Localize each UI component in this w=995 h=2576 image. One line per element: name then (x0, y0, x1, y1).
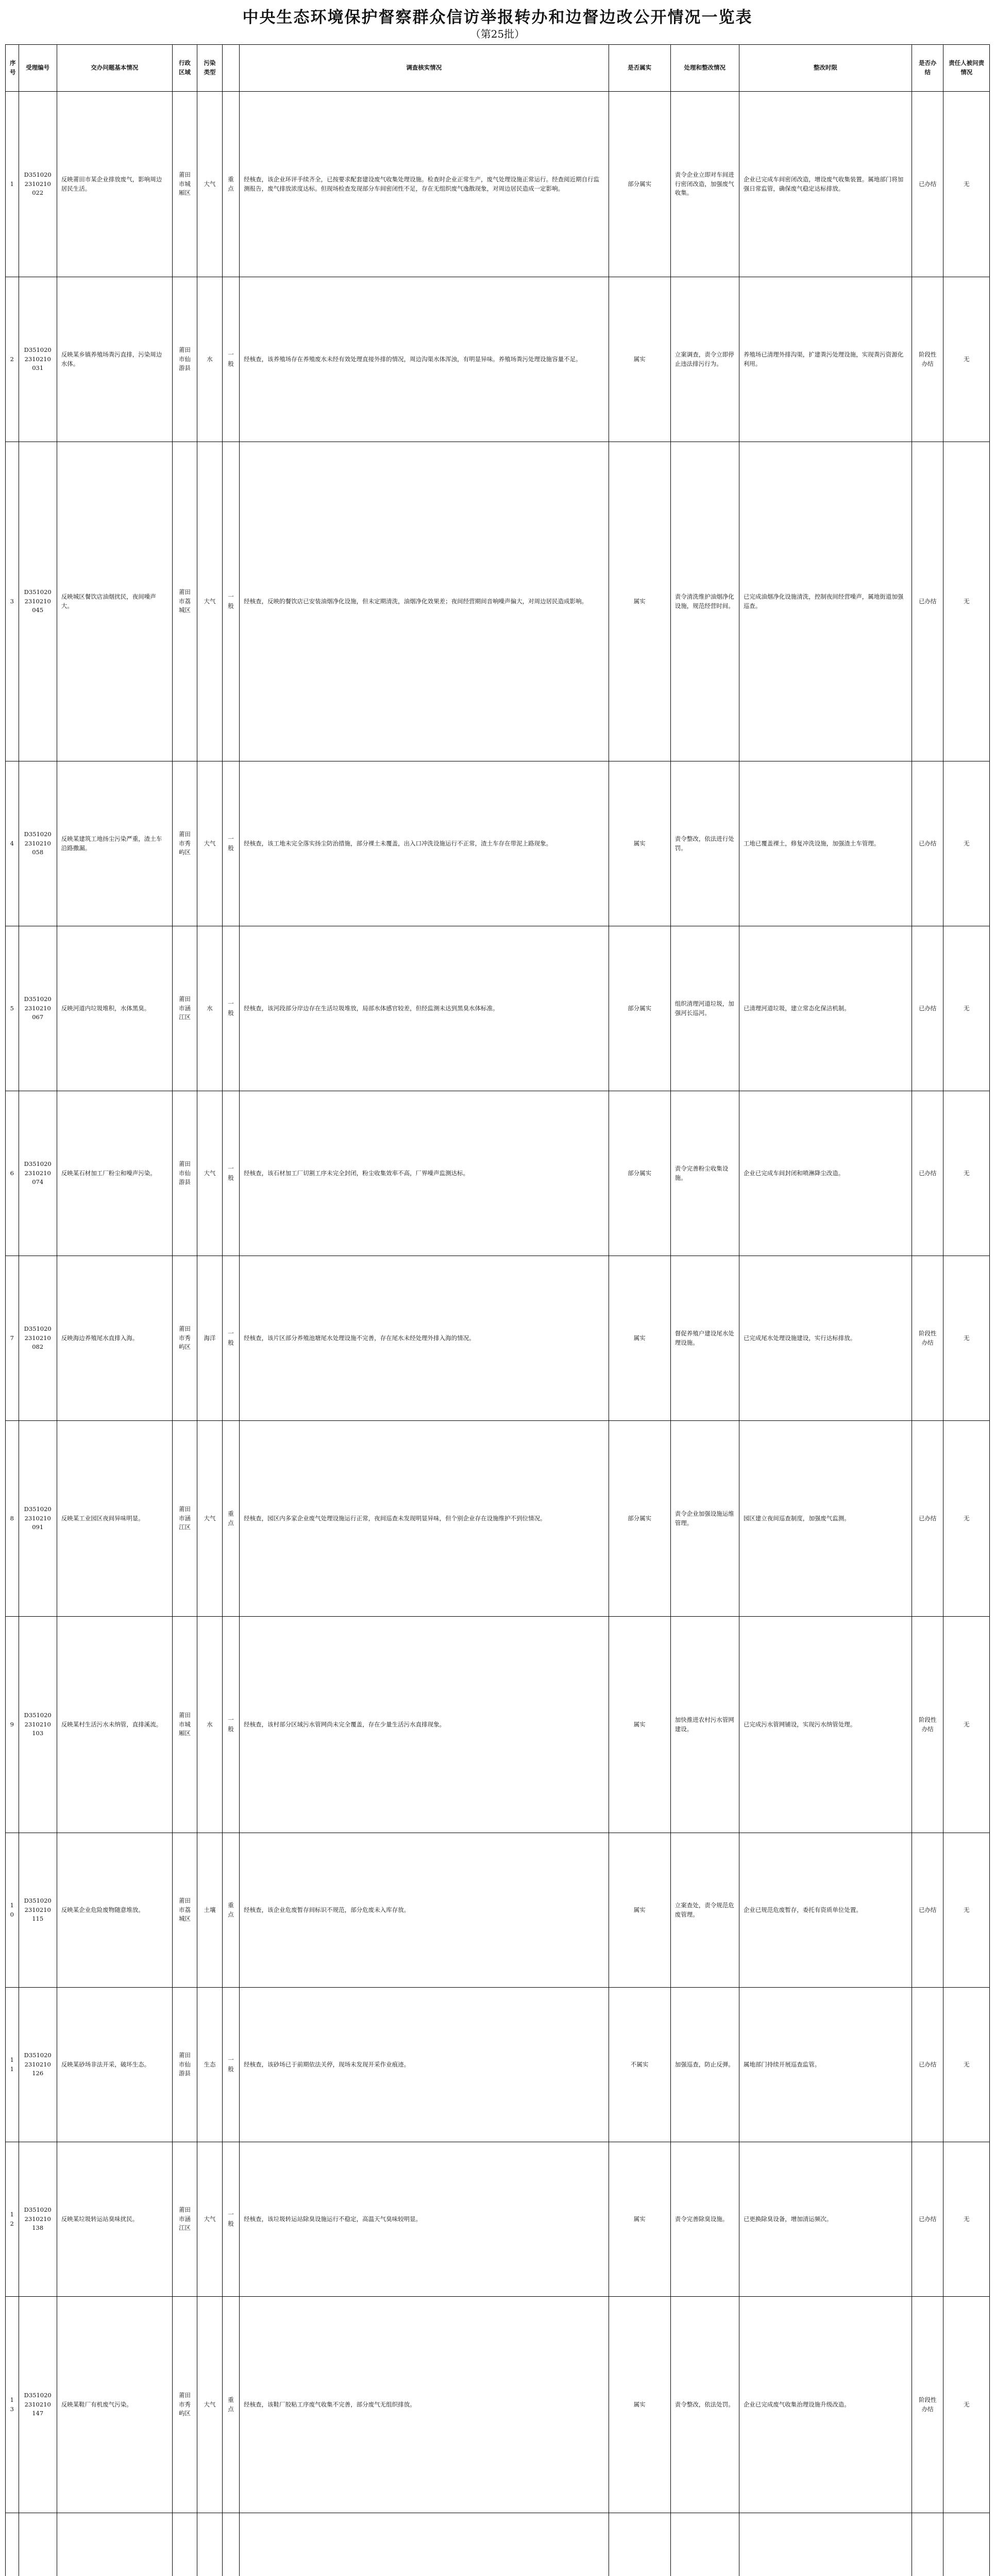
row-issue: 反映某鞋厂有机废气污染。 (57, 2297, 172, 2513)
row-issue: 反映城区餐饮店油烟扰民，夜间噪声大。 (57, 442, 172, 761)
table-row (6, 761, 990, 926)
row-verify-detail: 经核查，该河段部分岸边存在生活垃圾堆放，局部水体感官较差，但经监测未达到黑臭水体标准。 (240, 926, 609, 1091)
row-accountability: 无 (943, 1617, 990, 1833)
row-number: 6 (6, 1091, 19, 1256)
header-region: 行政区域 (172, 45, 197, 92)
row-status: 已办结 (912, 1833, 943, 1988)
row-rectify: 工地已覆盖裸土，修复冲洗设施，加强渣土车管理。 (739, 761, 912, 926)
row-process: 责令完善除臭设施。 (670, 2142, 739, 2297)
row-process: 立案调查，责令立即停止违法排污行为。 (670, 277, 739, 442)
row-level: 一般 (222, 2142, 239, 2297)
row-process: 加快推进农村污水管网建设。 (670, 1617, 739, 1833)
row-level (222, 2513, 239, 2576)
row-is-true: 属实 (609, 761, 670, 926)
row-type: 水 (197, 1617, 223, 1833)
row-id: D3510202310210058 (19, 761, 57, 926)
row-process: 组织清理河道垃圾，加强河长巡河。 (670, 926, 739, 1091)
row-status (912, 2513, 943, 2576)
row-verify-detail: 经核查，该石材加工厂切割工序未完全封闭，粉尘收集效率不高，厂界噪声监测达标。 (240, 1091, 609, 1256)
row-id: D3510202310210091 (19, 1421, 57, 1617)
row-rectify: 企业已规范危废暂存，委托有资质单位处置。 (739, 1833, 912, 1988)
row-accountability: 无 (943, 1091, 990, 1256)
row-process: 立案查处，责令规范危废管理。 (670, 1833, 739, 1988)
header-no: 序号 (6, 45, 19, 92)
header-type: 污染类型 (197, 45, 223, 92)
table-row (6, 92, 990, 277)
row-region: 莆田市涵江区 (172, 926, 197, 1091)
row-rectify: 已完成尾水处理设施建设，实行达标排放。 (739, 1256, 912, 1421)
row-type: 水 (197, 926, 223, 1091)
row-type: 土壤 (197, 1833, 223, 1988)
row-status: 阶段性办结 (912, 1617, 943, 1833)
row-process: 责令整改，依法进行处罚。 (670, 761, 739, 926)
row-number: 10 (6, 1833, 19, 1988)
row-status: 阶段性办结 (912, 277, 943, 442)
row-process: 加强巡查，防止反弹。 (670, 1988, 739, 2142)
row-accountability: 无 (943, 761, 990, 926)
table-row (6, 926, 990, 1091)
row-verify-detail (240, 2513, 609, 2576)
row-status: 已办结 (912, 92, 943, 277)
row-region: 莆田市秀屿区 (172, 2297, 197, 2513)
row-number: 7 (6, 1256, 19, 1421)
row-rectify: 已清理河道垃圾，建立常态化保洁机制。 (739, 926, 912, 1091)
row-is-true: 部分属实 (609, 92, 670, 277)
row-level: 一般 (222, 1256, 239, 1421)
header-id: 受理编号 (19, 45, 57, 92)
row-issue: 反映莆田市某企业排放废气，影响周边居民生活。 (57, 92, 172, 277)
row-accountability: 无 (943, 277, 990, 442)
row-is-true: 属实 (609, 1833, 670, 1988)
row-is-true: 部分属实 (609, 926, 670, 1091)
row-id: D3510202310210082 (19, 1256, 57, 1421)
row-id: D3510202310210103 (19, 1617, 57, 1833)
row-status: 已办结 (912, 1988, 943, 2142)
row-id (19, 2513, 57, 2576)
row-rectify: 园区建立夜间巡查制度，加强废气监测。 (739, 1421, 912, 1617)
row-number: 8 (6, 1421, 19, 1617)
document-subtitle: （第25批） (470, 28, 525, 40)
row-level: 重点 (222, 92, 239, 277)
row-verify-detail: 经核查，该工地未完全落实扬尘防治措施，部分裸土未覆盖，出入口冲洗设施运行不正常，渣土车存在带泥上路现象。 (240, 761, 609, 926)
row-type: 大气 (197, 2142, 223, 2297)
row-is-true: 属实 (609, 2142, 670, 2297)
row-level: 一般 (222, 1617, 239, 1833)
row-is-true: 属实 (609, 442, 670, 761)
row-status: 已办结 (912, 1091, 943, 1256)
row-is-true: 属实 (609, 2297, 670, 2513)
header-level (222, 45, 239, 92)
header-rectify-deadline: 整改时限 (739, 45, 912, 92)
row-rectify: 企业已完成车间密闭改造，增设废气收集装置。属地部门将加强日常监管，确保废气稳定达标排放。 (739, 92, 912, 277)
row-id: D3510202310210067 (19, 926, 57, 1091)
row-region: 莆田市仙游县 (172, 1091, 197, 1256)
header-is-true: 是否属实 (609, 45, 670, 92)
row-verify-detail: 经核查，该砂场已于前期依法关停，现场未发现开采作业痕迹。 (240, 1988, 609, 2142)
row-process: 责令清洗维护油烟净化设施，规范经营时间。 (670, 442, 739, 761)
row-accountability: 无 (943, 2297, 990, 2513)
header-process: 处理和整改情况 (670, 45, 739, 92)
row-type: 大气 (197, 92, 223, 277)
row-type: 大气 (197, 1091, 223, 1256)
row-is-true: 部分属实 (609, 1091, 670, 1256)
row-region: 莆田市秀屿区 (172, 1256, 197, 1421)
row-id: D3510202310210045 (19, 442, 57, 761)
row-status: 阶段性办结 (912, 1256, 943, 1421)
row-rectify: 企业已完成废气收集治理设施升级改造。 (739, 2297, 912, 2513)
row-level: 重点 (222, 1833, 239, 1988)
table-row (6, 1617, 990, 1833)
row-level: 一般 (222, 442, 239, 761)
row-issue: 反映海边养殖尾水直排入海。 (57, 1256, 172, 1421)
row-rectify: 养殖场已清理外排沟渠，扩建粪污处理设施，实现粪污资源化利用。 (739, 277, 912, 442)
row-number: 11 (6, 1988, 19, 2142)
row-issue: 反映某垃圾转运站臭味扰民。 (57, 2142, 172, 2297)
header-verify-detail: 调查核实情况 (240, 45, 609, 92)
row-type: 大气 (197, 442, 223, 761)
row-verify-detail: 经核查，该企业环评手续齐全，已按要求配套建设废气收集处理设施。检查时企业正常生产，废气处理设施正常运行。经查阅近期自行监测报告，废气排放浓度达标。但现场检查发现部分车间密闭性不足，存在无组织废气逸散现象，对周边居民造成一定影响。 (240, 92, 609, 277)
row-region: 莆田市荔城区 (172, 442, 197, 761)
row-verify-detail: 经核查，园区内多家企业废气处理设施运行正常，夜间巡查未发现明显异味，但个别企业存在设施维护不到位情况。 (240, 1421, 609, 1617)
row-level: 一般 (222, 926, 239, 1091)
row-region: 莆田市仙游县 (172, 1988, 197, 2142)
row-number: 3 (6, 442, 19, 761)
row-number: 2 (6, 277, 19, 442)
row-accountability: 无 (943, 1256, 990, 1421)
row-type: 海洋 (197, 1256, 223, 1421)
row-number: 9 (6, 1617, 19, 1833)
row-region: 莆田市秀屿区 (172, 761, 197, 926)
row-accountability: 无 (943, 2142, 990, 2297)
row-issue: 反映某建筑工地扬尘污染严重，渣土车沿路撒漏。 (57, 761, 172, 926)
table-row (6, 1421, 990, 1617)
row-level: 重点 (222, 1421, 239, 1617)
row-verify-detail: 经核查，该鞋厂胶粘工序废气收集不完善，部分废气无组织排放。 (240, 2297, 609, 2513)
header-issue: 交办问题基本情况 (57, 45, 172, 92)
table-row (6, 277, 990, 442)
row-issue: 反映某乡镇养殖场粪污直排，污染周边水体。 (57, 277, 172, 442)
row-process: 督促养殖户建设尾水处理设施。 (670, 1256, 739, 1421)
table-row (6, 1988, 990, 2142)
row-number: 5 (6, 926, 19, 1091)
row-verify-detail: 经核查，反映的餐饮店已安装油烟净化设施，但未定期清洗，油烟净化效果差；夜间经营期间音响噪声偏大，对周边居民造成影响。 (240, 442, 609, 761)
row-verify-detail: 经核查，该垃圾转运站除臭设施运行不稳定，高温天气臭味较明显。 (240, 2142, 609, 2297)
table-row (6, 442, 990, 761)
row-issue: 反映某砂场非法开采，破坏生态。 (57, 1988, 172, 2142)
row-process: 责令企业立即对车间进行密闭改造，加强废气收集。 (670, 92, 739, 277)
table-row (6, 1833, 990, 1988)
row-accountability: 无 (943, 1833, 990, 1988)
row-type: 大气 (197, 2297, 223, 2513)
row-id: D3510202310210147 (19, 2297, 57, 2513)
row-issue: 反映某企业危险废物随意堆放。 (57, 1833, 172, 1988)
row-verify-detail: 经核查，该片区部分养殖池塘尾水处理设施不完善，存在尾水未经处理外排入海的情况。 (240, 1256, 609, 1421)
table-row (6, 2297, 990, 2513)
row-process: 责令完善粉尘收集设施。 (670, 1091, 739, 1256)
row-rectify: 企业已完成车间封闭和喷淋降尘改造。 (739, 1091, 912, 1256)
row-level: 重点 (222, 2297, 239, 2513)
row-issue: 反映某石材加工厂粉尘和噪声污染。 (57, 1091, 172, 1256)
row-accountability: 无 (943, 92, 990, 277)
row-number: 13 (6, 2297, 19, 2513)
row-number: 12 (6, 2142, 19, 2297)
row-accountability: 无 (943, 1421, 990, 1617)
row-is-true: 部分属实 (609, 1421, 670, 1617)
row-is-true: 不属实 (609, 1988, 670, 2142)
table-row (6, 1256, 990, 1421)
row-issue: 反映某工业园区夜间异味明显。 (57, 1421, 172, 1617)
petition-table (5, 44, 990, 2576)
row-accountability: 无 (943, 442, 990, 761)
table-row (6, 2142, 990, 2297)
row-region: 莆田市涵江区 (172, 2142, 197, 2297)
row-status: 已办结 (912, 926, 943, 1091)
row-id: D3510202310210115 (19, 1833, 57, 1988)
row-type (197, 2513, 223, 2576)
row-accountability: 无 (943, 1988, 990, 2142)
row-verify-detail: 经核查，该养殖场存在养殖废水未经有效处理直接外排的情况，周边沟渠水体浑浊，有明显异味。养殖场粪污处理设施容量不足。 (240, 277, 609, 442)
row-level: 一般 (222, 1988, 239, 2142)
row-type: 生态 (197, 1988, 223, 2142)
row-rectify: 已完成油烟净化设施清洗，控制夜间经营噪声，属地街道加强巡查。 (739, 442, 912, 761)
row-status: 已办结 (912, 2142, 943, 2297)
row-process: 责令整改，依法处罚。 (670, 2297, 739, 2513)
row-type: 大气 (197, 761, 223, 926)
row-process: 责令企业加强设施运维管理。 (670, 1421, 739, 1617)
row-rectify: 已更换除臭设备，增加清运频次。 (739, 2142, 912, 2297)
row-status: 已办结 (912, 1421, 943, 1617)
row-process (670, 2513, 739, 2576)
row-rectify: 已完成污水管网铺设，实现污水纳管处理。 (739, 1617, 912, 1833)
row-id: D3510202310210031 (19, 277, 57, 442)
row-rectify: 属地部门持续开展巡查监管。 (739, 1988, 912, 2142)
table-header-row (6, 45, 990, 92)
row-accountability (943, 2513, 990, 2576)
row-is-true: 属实 (609, 1256, 670, 1421)
row-number: 1 (6, 92, 19, 277)
row-id: D3510202310210138 (19, 2142, 57, 2297)
document-title: 中央生态环境保护督察群众信访举报转办和边督边改公开情况一览表 (242, 8, 753, 27)
row-number: 4 (6, 761, 19, 926)
row-region (172, 2513, 197, 2576)
row-accountability: 无 (943, 926, 990, 1091)
row-id: D3510202310210126 (19, 1988, 57, 2142)
row-issue: 反映河道内垃圾堆积，水体黑臭。 (57, 926, 172, 1091)
header-accountability: 责任人被问责情况 (943, 45, 990, 92)
row-type: 大气 (197, 1421, 223, 1617)
row-status: 已办结 (912, 442, 943, 761)
row-region: 莆田市城厢区 (172, 92, 197, 277)
row-region: 莆田市城厢区 (172, 1617, 197, 1833)
table-row (6, 2513, 990, 2576)
row-region: 莆田市涵江区 (172, 1421, 197, 1617)
row-status: 阶段性办结 (912, 2297, 943, 2513)
row-id: D3510202310210022 (19, 92, 57, 277)
row-issue (57, 2513, 172, 2576)
row-region: 莆田市仙游县 (172, 277, 197, 442)
table-row (6, 1091, 990, 1256)
row-number (6, 2513, 19, 2576)
row-is-true: 属实 (609, 277, 670, 442)
row-region: 莆田市荔城区 (172, 1833, 197, 1988)
header-status: 是否办结 (912, 45, 943, 92)
row-is-true (609, 2513, 670, 2576)
row-status: 已办结 (912, 761, 943, 926)
row-issue: 反映某村生活污水未纳管，直排溪流。 (57, 1617, 172, 1833)
row-type: 水 (197, 277, 223, 442)
row-verify-detail: 经核查，该村部分区域污水管网尚未完全覆盖，存在少量生活污水直排现象。 (240, 1617, 609, 1833)
row-verify-detail: 经核查，该企业危废暂存间标识不规范，部分危废未入库存放。 (240, 1833, 609, 1988)
row-is-true: 属实 (609, 1617, 670, 1833)
row-level: 一般 (222, 277, 239, 442)
row-level: 一般 (222, 1091, 239, 1256)
table-body (6, 92, 990, 2576)
row-level: 一般 (222, 761, 239, 926)
row-id: D3510202310210074 (19, 1091, 57, 1256)
row-rectify (739, 2513, 912, 2576)
